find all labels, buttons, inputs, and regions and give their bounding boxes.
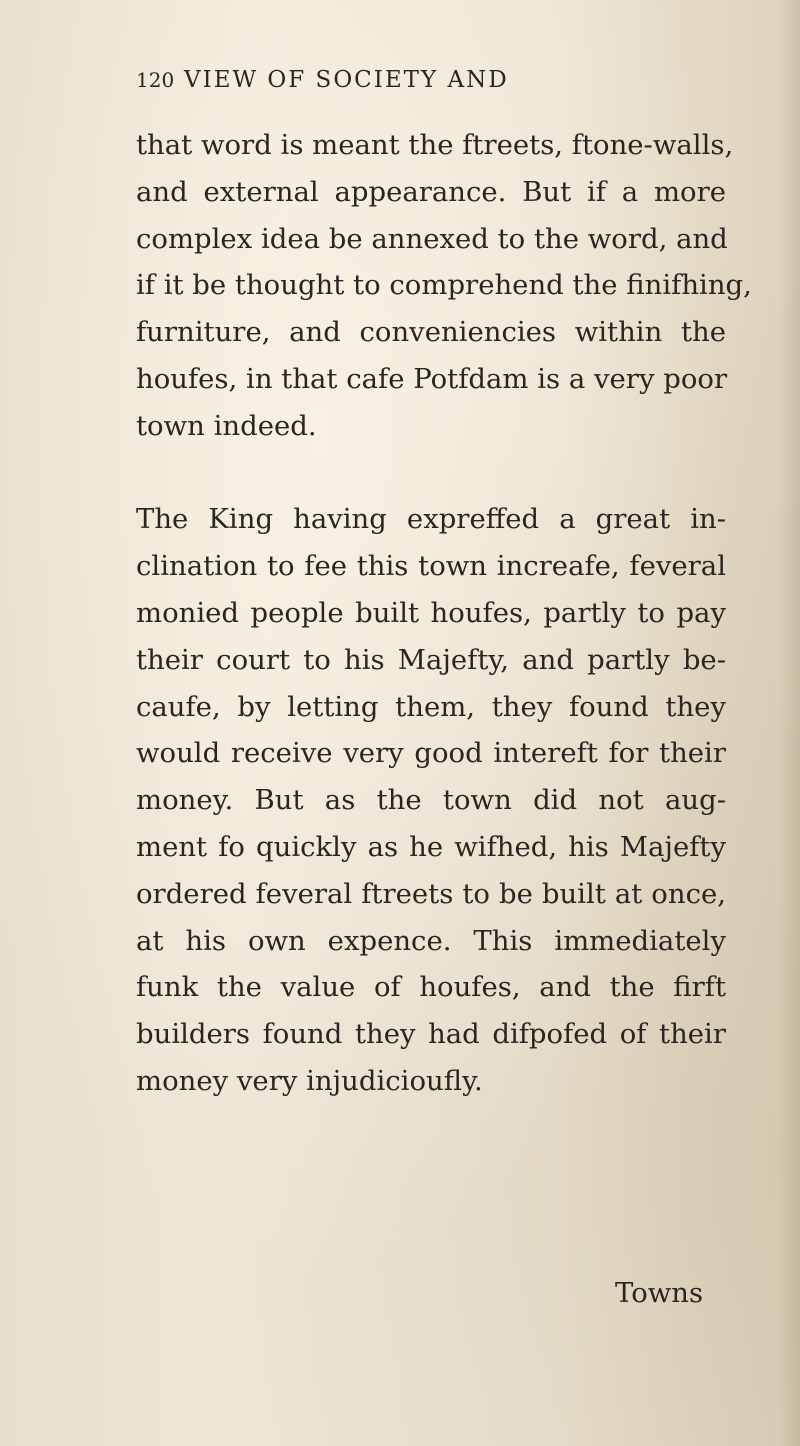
text-line: if it be thought to comprehend the finifhing, [136,269,752,302]
text-line: ordered feveral ftreets to be built at once, [136,877,726,910]
text-line: The King having expreffed a great in- [136,503,726,536]
text-line: and external appearance. But if a more [136,175,726,208]
text-line: clination to fee this town increafe, feveral [136,550,726,583]
text-line: houfes, in that cafe Potfdam is a very poor [136,362,728,395]
catchword: Towns [615,1277,704,1309]
paragraph-2 [136,496,726,1104]
page-number: 120 [136,68,175,92]
body-text [136,122,752,1105]
text-line: furniture, and conveniencies within the [136,316,726,349]
text-line: money. But as the town did not aug- [136,784,726,817]
text-line: ment fo quickly as he wifhed, his Majefty [136,830,726,863]
running-head [136,60,696,100]
text-line: town indeed. [136,409,317,442]
text-line: money very injudicioufly. [136,1064,483,1097]
text-line: complex idea be annexed to the word, and [136,222,728,255]
text-line: at his own expence. This immediately [136,924,726,957]
text-line: monied people built houfes, partly to pay [136,596,726,629]
text-line: their court to his Majefty, and partly be- [136,643,726,676]
page-edge-shadow [778,0,800,1446]
text-line: caufe, by letting them, they found they [136,690,726,723]
paragraph-1 [136,122,752,450]
text-line: funk the value of houfes, and the firft [136,971,726,1004]
paragraph-break [136,450,726,497]
text-line: builders found they had difpofed of their [136,1018,726,1051]
text-line: would receive very good intereft for their [136,737,726,770]
text-line: that word is meant the ftreets, ftone-walls, [136,129,734,161]
running-title: VIEW OF SOCIETY AND [184,67,509,93]
